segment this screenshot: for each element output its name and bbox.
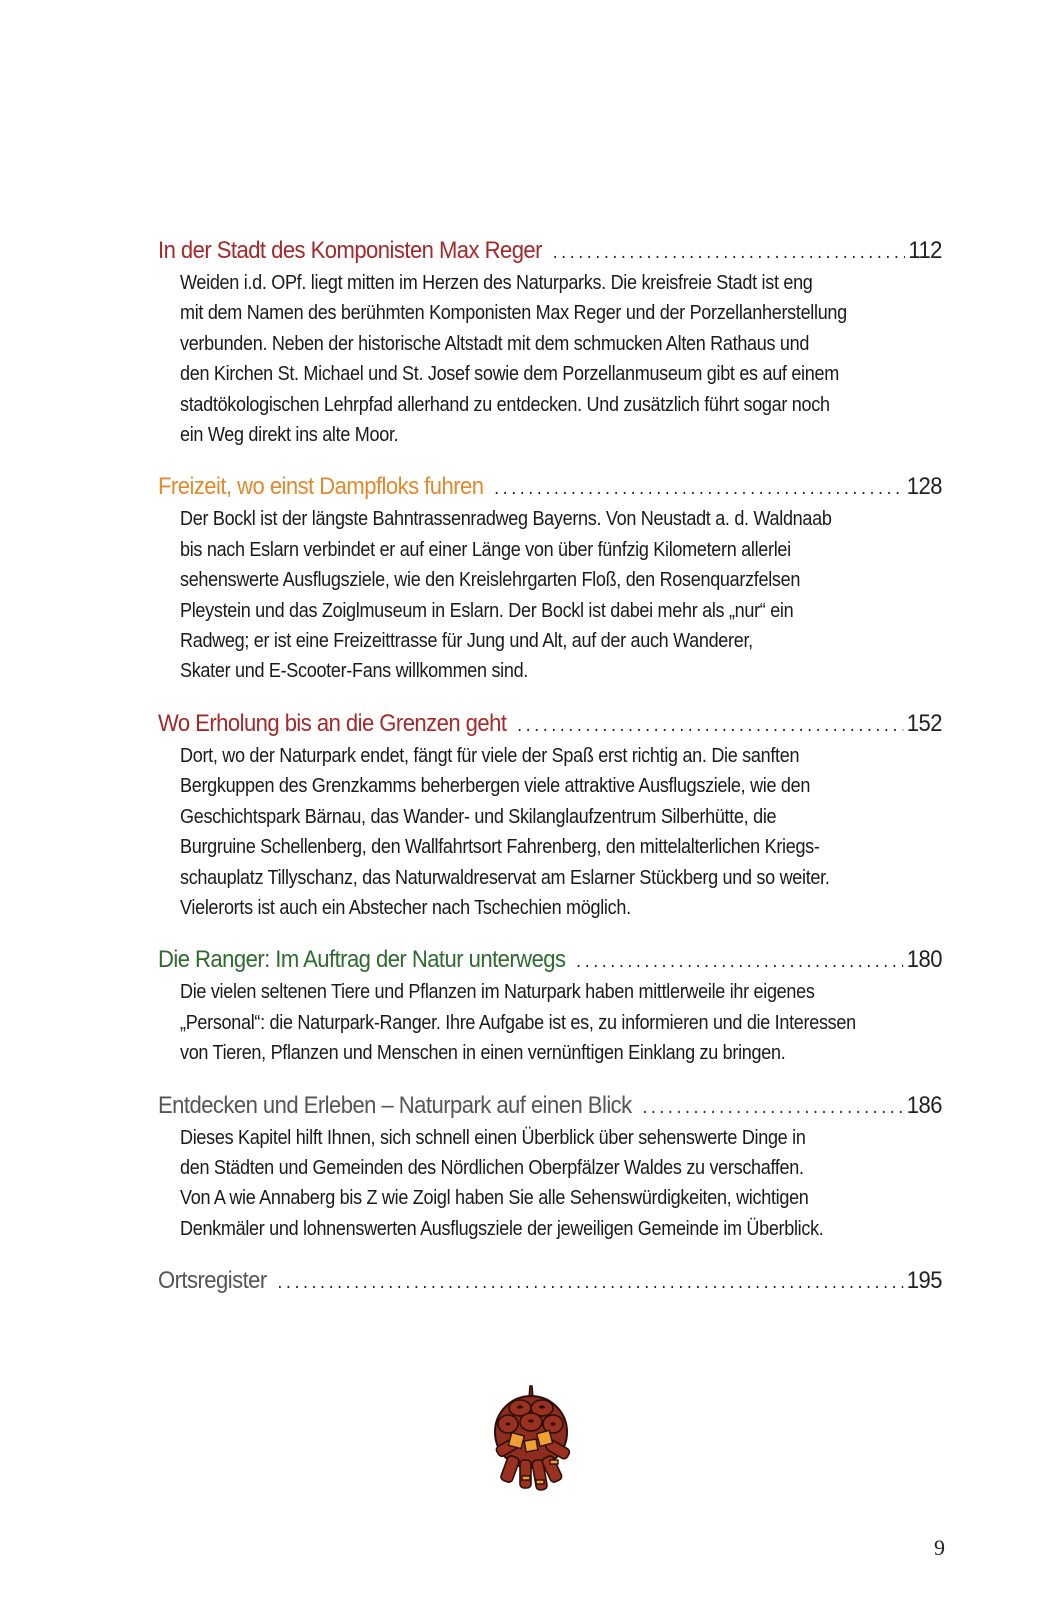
description-line: Von A wie Annaberg bis Z wie Zoigl haben Sie alle Sehenswürdigkeiten, wichtigen [180,1186,809,1210]
toc-entry [158,472,942,686]
description-line: den Kirchen St. Michael und St. Josef sowie dem Porzellanmuseum gibt es auf einem [180,362,839,386]
description-line: bis nach Eslarn verbindet er auf einer Länge von über fünfzig Kilometern allerlei [180,537,791,561]
description-line: sehenswerte Ausflugsziele, wie den Kreislehrgarten Floß, den Rosenquarzfelsen [180,568,801,592]
page-number: 9 [934,1535,945,1560]
description-line: stadtökologischen Lehrpfad allerhand zu entdecken. Und zusätzlich führt sogar noch [180,392,830,416]
description-line: schauplatz Tillyschanz, das Naturwaldreservat am Eslarner Stückberg und so weiter. [180,865,830,889]
description-line: Geschichtspark Bärnau, das Wander- und Skilanglaufzentrum Silberhütte, die [180,804,777,828]
dot-leader [494,474,903,504]
toc-entry-title: Wo Erholung bis an die Grenzen geht [158,709,507,737]
toc-page-number: 152 [906,709,942,737]
toc-entry-description [180,741,937,923]
description-line: Denkmäler und lohnenswerten Ausflugsziele der jeweiligen Gemeinde im Überblick. [180,1216,824,1240]
description-line: den Städten und Gemeinden des Nördlichen Oberpfälzer Waldes zu verschaffen. [180,1155,804,1179]
toc-page-number: 128 [906,473,942,501]
toc-entry-heading[interactable] [158,472,942,504]
description-line: verbunden. Neben der historische Altstadt mit dem schmucken Alten Rathaus und [180,331,810,355]
toc-entry-heading[interactable] [158,709,942,741]
toc-entry-description [180,977,937,1068]
dot-leader [576,947,903,977]
toc-entry-heading[interactable] [158,945,942,977]
description-line: Die vielen seltenen Tiere und Pflanzen im Naturpark haben mittlerweile ihr eigenes [180,980,815,1004]
toc-page-number: 180 [906,946,942,974]
toc-entry-title: Ortsregister [158,1267,267,1295]
description-line: mit dem Namen des berühmten Komponisten Max Reger und der Porzellanherstellung [180,301,847,325]
description-line: Pleystein und das Zoiglmuseum in Eslarn. Der Bockl ist dabei mehr als „nur“ ein [180,598,794,622]
toc-entry-heading[interactable] [158,1266,942,1298]
description-line: Vielerorts ist auch ein Abstecher nach Tschechien möglich. [180,895,631,919]
description-line: Bergkuppen des Grenzkamms beherbergen viele attraktive Ausflugsziele, wie den [180,774,811,798]
toc-entry [158,1091,942,1245]
toc-entry [158,709,942,923]
toc-entry-heading[interactable] [158,236,942,268]
toc-entry [158,1266,942,1298]
pinecone-icon [486,1384,576,1498]
toc-entry-title: In der Stadt des Komponisten Max Reger [158,237,542,264]
description-line: „Personal“: die Naturpark-Ranger. Ihre Aufgabe ist es, zu informieren und die Interessen [180,1010,856,1034]
description-line: Burgruine Schellenberg, den Wallfahrtsort Fahrenberg, den mittelalterlichen Kriegs- [180,835,820,859]
description-line: Radweg; er ist eine Freizeittrasse für Jung und Alt, auf der auch Wanderer, [180,629,753,653]
toc-page-number: 195 [906,1267,942,1295]
toc-entry [158,236,942,450]
description-line: Der Bockl ist der längste Bahntrassenradweg Bayerns. Von Neustadt a. d. Waldnaab [180,507,832,531]
toc-entry-description [180,268,937,450]
dot-leader [517,711,903,741]
toc-page-number: 186 [906,1091,942,1119]
description-line: Dieses Kapitel hilft Ihnen, sich schnell einen Überblick über sehenswerte Dinge in [180,1125,806,1149]
description-line: Skater und E-Scooter-Fans willkommen sind. [180,659,529,683]
description-line: Weiden i.d. OPf. liegt mitten im Herzen des Naturparks. Die kreisfreie Stadt ist eng [180,271,813,294]
dot-leader [553,238,905,268]
description-line: Dort, wo der Naturpark endet, fängt für viele der Spaß erst richtig an. Die sanften [180,743,800,767]
dot-leader [642,1093,903,1123]
toc-entry-title: Freizeit, wo einst Dampfloks fuhren [158,473,484,501]
toc-entry-title: Die Ranger: Im Auftrag der Natur unterwegs [158,946,566,974]
toc-entry-description [180,1123,937,1245]
description-line: ein Weg direkt ins alte Moor. [180,423,399,447]
toc-entry-description [180,504,937,686]
table-of-contents [158,236,942,1320]
toc-page-number: 112 [908,237,942,264]
description-line: von Tieren, Pflanzen und Menschen in einen vernünftigen Einklang zu bringen. [180,1041,786,1065]
dot-leader [278,1268,904,1298]
toc-entry-title: Entdecken und Erleben – Naturpark auf einen Blick [158,1091,632,1119]
toc-entry-heading[interactable] [158,1091,942,1123]
toc-entry [158,945,942,1068]
